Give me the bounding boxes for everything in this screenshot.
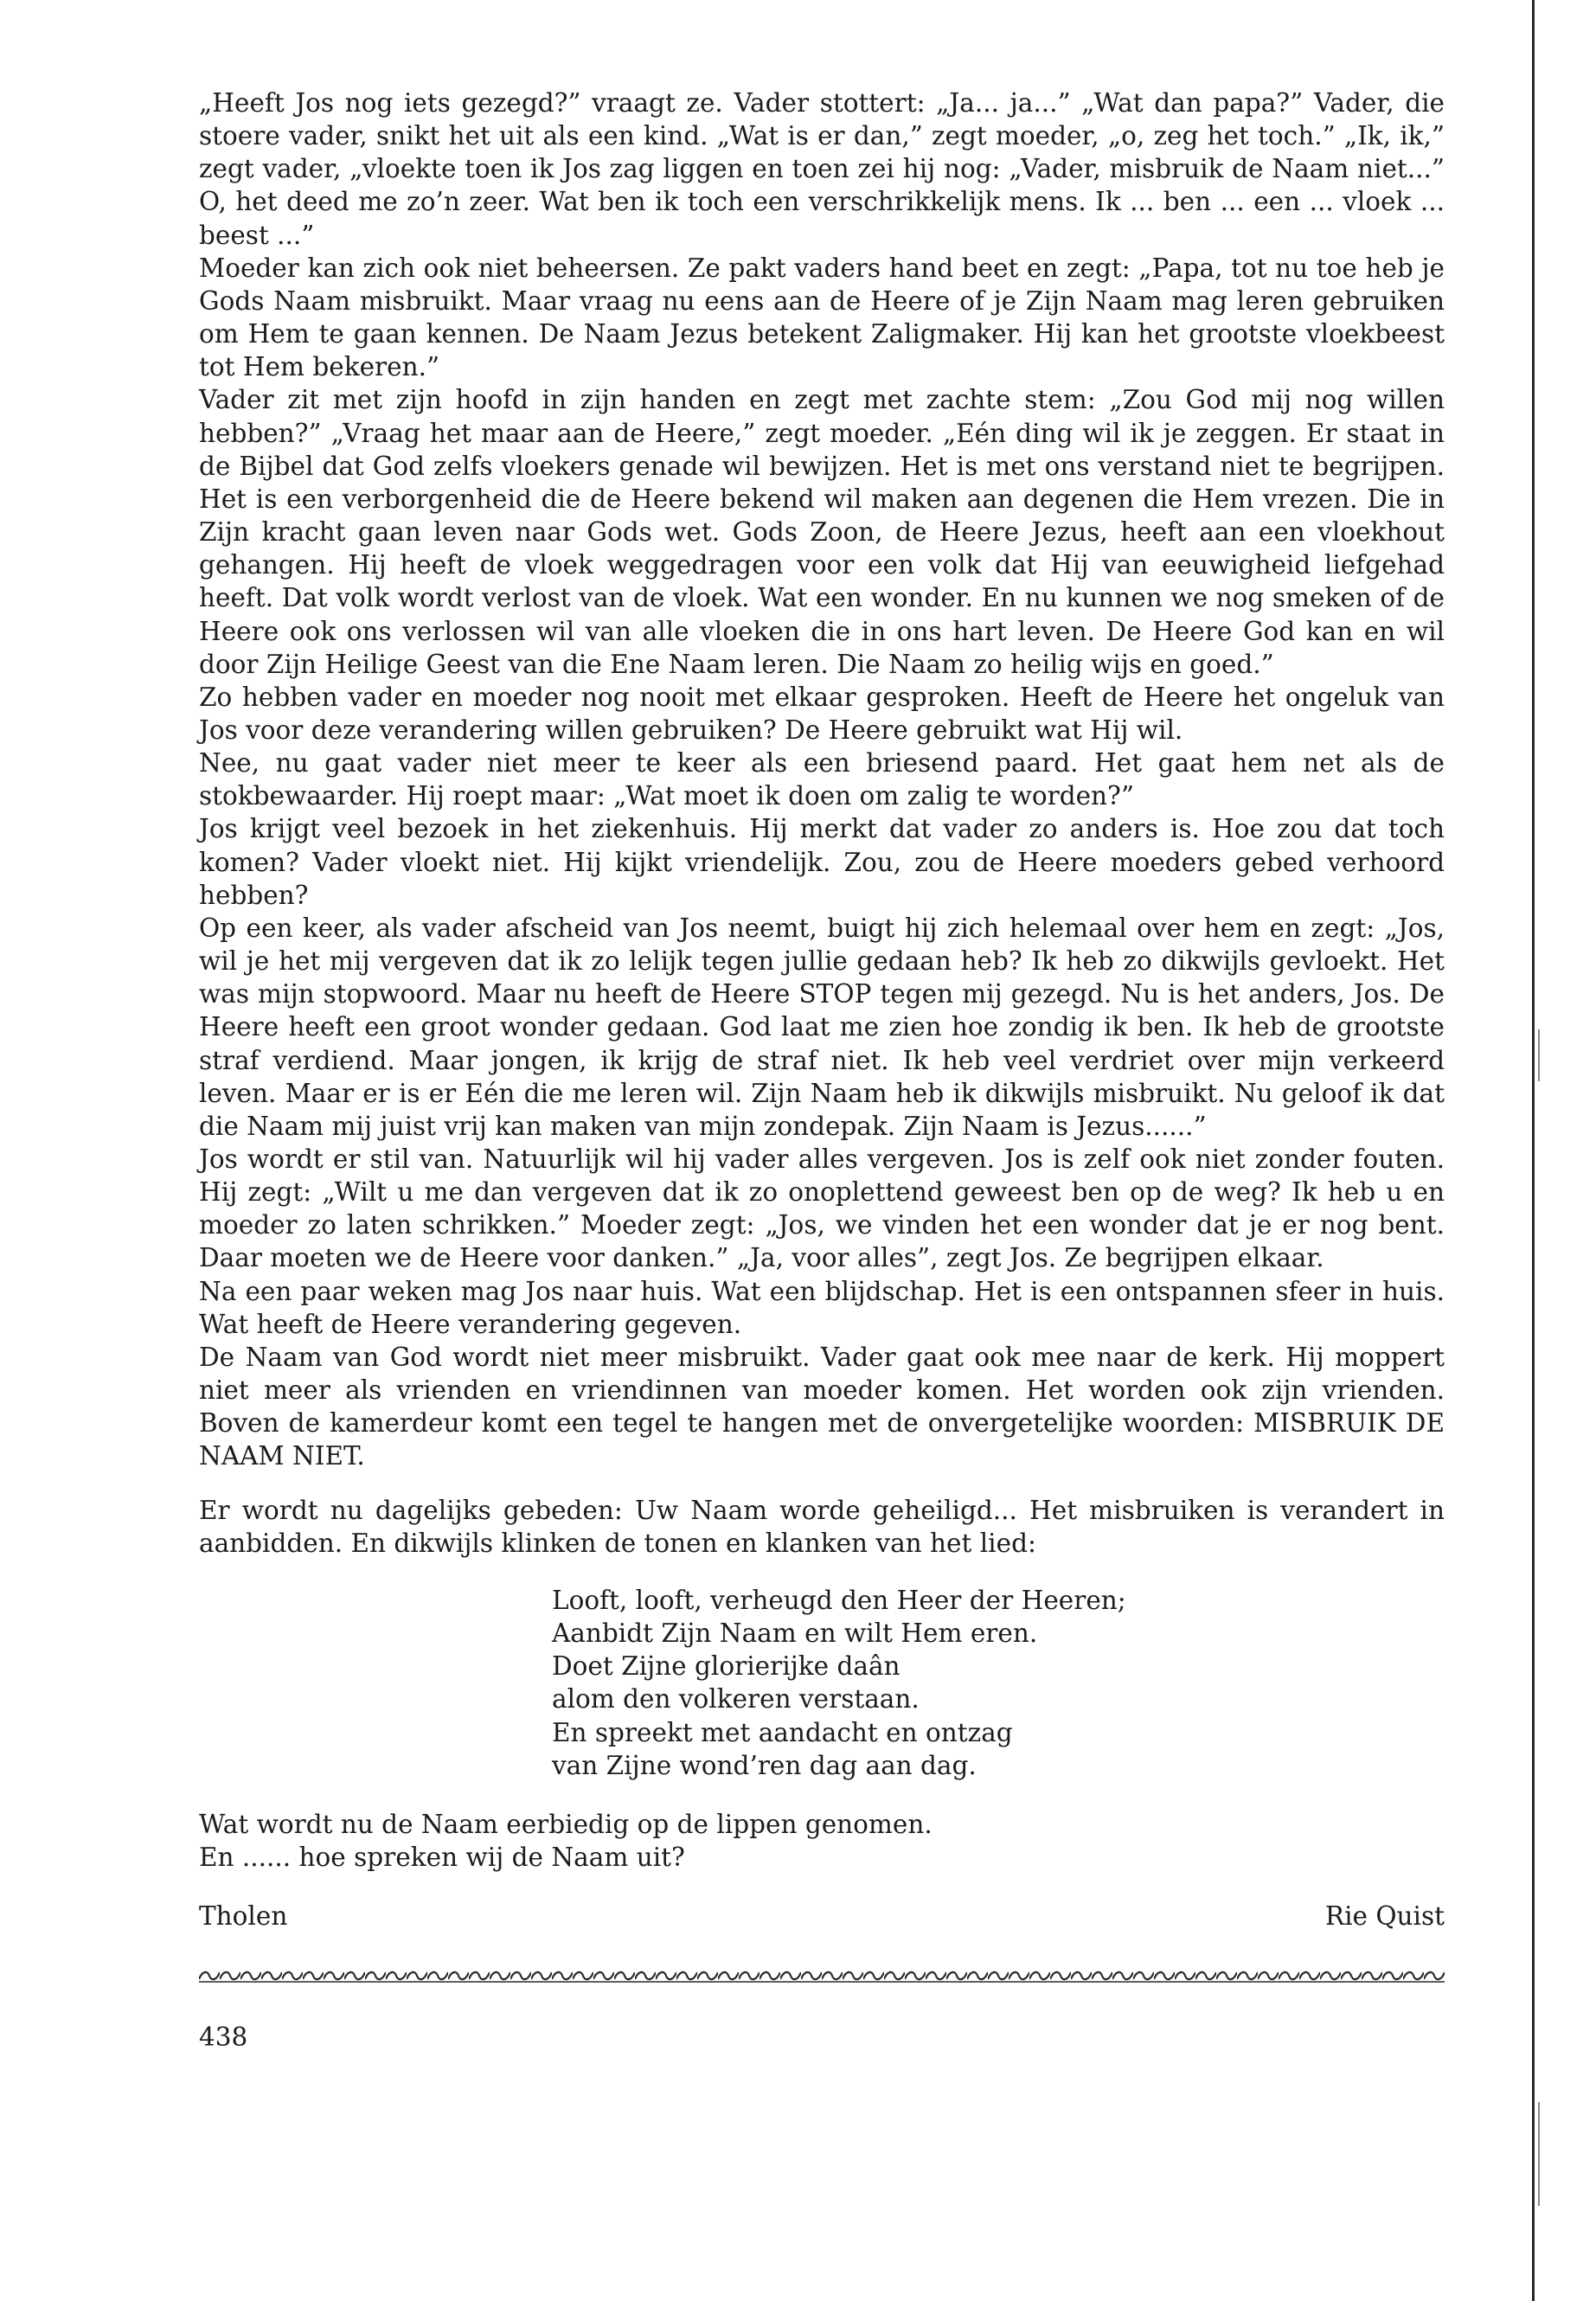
decorative-border <box>199 1967 1445 1984</box>
document-page <box>199 87 1445 2052</box>
paragraph: Op een keer, als vader afscheid van Jos neemt, buigt hij zich helemaal over hem en zegt: „Jos, wil je het mij vergeven dat ik zo lelijk tegen jullie gedaan heb? Ik heb zo dikwijls gevloekt. Het was mijn stopwoord. Maar nu heeft de Heere STOP tegen mij gezegd. Nu is het anders, Jos. De Heere heeft een groot wonder gedaan. God laat me zien hoe zondig ik ben. Ik heb de grootste straf verdiend. Maar jongen, ik krijg de straf niet. Ik heb veel verdriet over mijn verkeerd leven. Maar er is er Eén die me leren wil. Zijn Naam heb ik dikwijls misbruikt. Nu geloof ik dat die Naam mij juist vrij kan maken van mijn zondepak. Zijn Naam is Jezus......” <box>199 913 1445 1141</box>
paragraph: De Naam van God wordt niet meer misbruikt. Vader gaat ook mee naar de kerk. Hij moppert niet meer als vrienden en vriendinnen van moeder komen. Het worden ook zijn vrienden. Boven de kamerdeur komt een tegel te hangen met de onvergetelijke woorden: MISBRUIK DE NAAM NIET. <box>199 1342 1445 1471</box>
paragraph: Nee, nu gaat vader niet meer te keer als een briesend paard. Het gaat hem net als de stokbewaarder. Hij roept maar: „Wat moet ik doen om zalig te worden?” <box>199 748 1445 811</box>
closing-lines <box>199 1808 1445 1874</box>
closing-line: Wat wordt nu de Naam eerbiedig op de lippen genomen. <box>199 1809 933 1839</box>
page-number: 438 <box>199 2022 248 2053</box>
hymn-verse <box>552 1584 1445 1782</box>
paragraph: Jos krijgt veel bezoek in het ziekenhuis. Hij merkt dat vader zo anders is. Hoe zou dat toch komen? Vader vloekt niet. Hij kijkt vriendelijk. Zou, zou de Heere moeders gebed verhoord hebben? <box>199 814 1445 910</box>
verse-line: En spreekt met aandacht en ontzag <box>552 1717 1013 1747</box>
verse-line: Looft, looft, verheugd den Heer der Heeren; <box>552 1585 1126 1615</box>
paragraph: Moeder kan zich ook niet beheersen. Ze pakt vaders hand beet en zegt: „Papa, tot nu toe heb je Gods Naam misbruikt. Maar vraag nu eens aan de Heere of je Zijn Naam mag leren gebruiken om Hem te gaan kennen. De Naam Jezus betekent Zaligmaker. Hij kan het grootste vloekbeest tot Hem bekeren.” <box>199 253 1445 382</box>
paragraph: „Heeft Jos nog iets gezegd?” vraagt ze. Vader stottert: „Ja... ja...” „Wat dan papa?” Vader, die stoere vader, snikt het uit als een kind. „Wat is er dan,” zegt moeder, „o, zeg het toch.” „Ik, ik,” zegt vader, „vloekte toen ik Jos zag liggen en toen zei hij nog: „Vader, misbruik de Naam niet...” O, het deed me zo’n zeer. Wat ben ik toch een verschrikkelijk mens. Ik ... ben ... een ... vloek ... beest ...” <box>199 88 1445 250</box>
closing-line: En ...... hoe spreken wij de Naam uit? <box>199 1842 685 1872</box>
scan-edge-line <box>1532 0 1535 2301</box>
paragraph: Vader zit met zijn hoofd in zijn handen en zegt met zachte stem: „Zou God mij nog willen hebben?” „Vraag het maar aan de Heere,” zegt moeder. „Eén ding wil ik je zeggen. Er staat in de Bijbel dat God zelfs vloekers genade wil bewijzen. Het is met ons verstand niet te begrijpen. Het is een verborgenheid die de Heere bekend wil maken aan degenen die Hem vrezen. Die in Zijn kracht gaan leven naar Gods wet. Gods Zoon, de Heere Jezus, heeft aan een vloekhout gehangen. Hij heeft de vloek weggedragen voor een volk dat Hij van eeuwigheid liefgehad heeft. Dat volk wordt verlost van de vloek. Wat een wonder. En nu kunnen we nog smeken of de Heere ook ons verlossen wil van alle vloeken die in ons hart leven. De Heere God kan en wil door Zijn Heilige Geest van die Ene Naam leren. Die Naam zo heilig wijs en goed.” <box>199 385 1445 679</box>
signature-row <box>199 1900 1445 1932</box>
paragraph: Na een paar weken mag Jos naar huis. Wat een blijdschap. Het is een ontspannen sfeer in huis. Wat heeft de Heere verandering gegeven. <box>199 1276 1445 1339</box>
paragraph: Zo hebben vader en moeder nog nooit met elkaar gesproken. Heeft de Heere het ongeluk van Jos voor deze verandering willen gebruiken? De Heere gebruikt wat Hij wil. <box>199 682 1445 745</box>
signature-author: Rie Quist <box>1324 1901 1445 1932</box>
prayer-paragraph: Er wordt nu dagelijks gebeden: Uw Naam worde geheiligd... Het misbruiken is verandert in aanbidden. En dikwijls klinken de tonen en klanken van het lied: <box>199 1495 1445 1558</box>
verse-line: Aanbidt Zijn Naam en wilt Hem eren. <box>552 1618 1038 1649</box>
scan-edge-mark <box>1538 1029 1540 1081</box>
verse-line: van Zijne wond’ren dag aan dag. <box>552 1750 977 1780</box>
scan-edge-mark <box>1538 2102 1540 2206</box>
verse-line: Doet Zijne glorierijke daân <box>552 1651 901 1682</box>
paragraph: Jos wordt er stil van. Natuurlijk wil hij vader alles vergeven. Jos is zelf ook niet zonder fouten. Hij zegt: „Wilt u me dan vergeven dat ik zo onoplettend geweest ben op de weg? Ik heb u en moeder zo laten schrikken.” Moeder zegt: „Jos, we vinden het een wonder dat je er nog bent. Daar moeten we de Heere voor danken.” „Ja, voor alles”, zegt Jos. Ze begrijpen elkaar. <box>199 1144 1445 1273</box>
verse-line: alom den volkeren verstaan. <box>552 1684 920 1715</box>
story-body <box>199 87 1445 1473</box>
signature-place: Tholen <box>199 1901 288 1932</box>
